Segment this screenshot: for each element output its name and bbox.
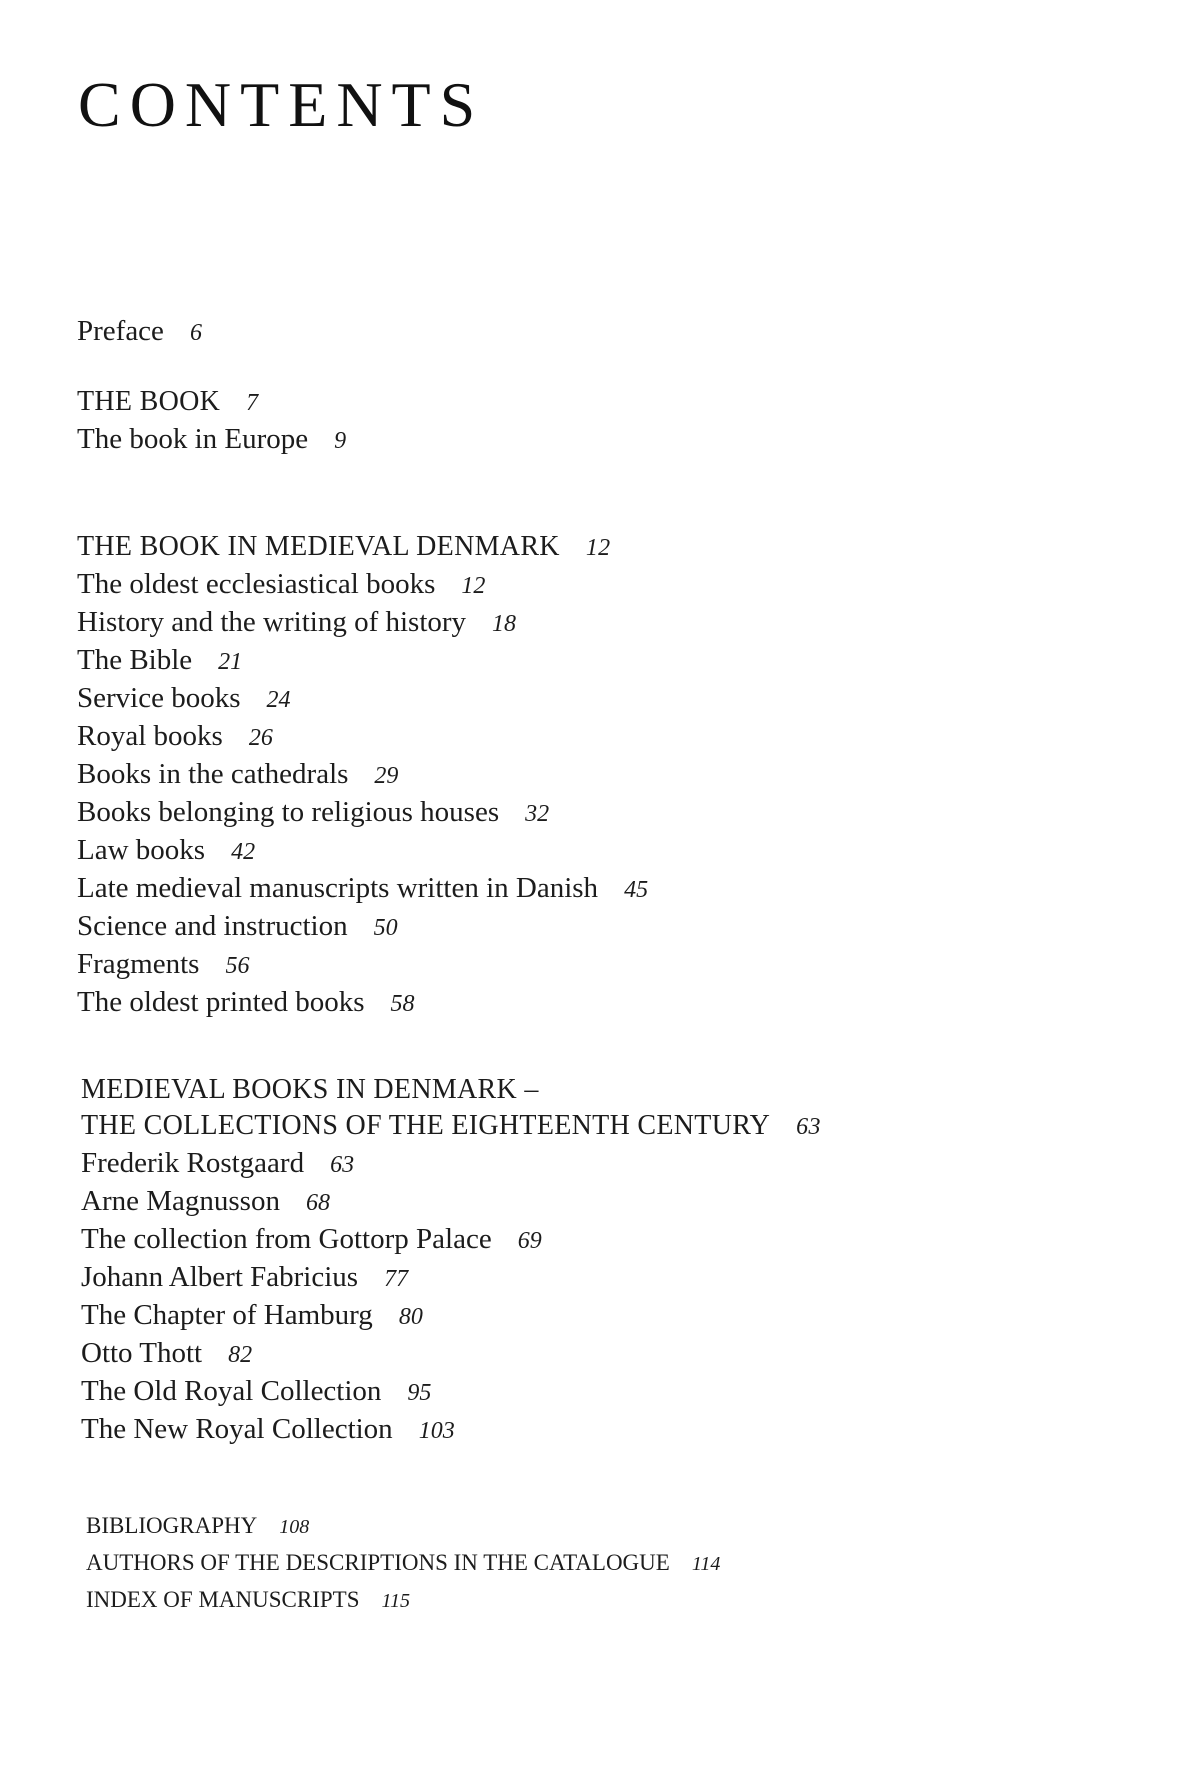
preface-section <box>77 313 202 351</box>
entry-label: Royal books <box>77 720 223 752</box>
medieval-denmark-section <box>77 529 648 1022</box>
entry-label: Preface <box>77 315 164 347</box>
entry-label: THE BOOK IN MEDIEVAL DENMARK <box>77 531 560 562</box>
toc-entry <box>86 1582 720 1619</box>
entry-page: 24 <box>266 687 291 713</box>
entry-page: 18 <box>492 611 517 637</box>
section-heading-line1: MEDIEVAL BOOKS IN DENMARK – <box>81 1074 539 1105</box>
entry-label: The oldest printed books <box>77 986 365 1018</box>
entry-label: Otto Thott <box>81 1337 203 1369</box>
toc-entry <box>77 421 346 459</box>
entry-label: Books belonging to religious houses <box>77 796 500 828</box>
toc-entry <box>77 832 648 870</box>
collections-section <box>81 1072 821 1449</box>
section-heading <box>77 529 648 566</box>
toc-entry <box>81 1259 821 1297</box>
back-matter-section <box>86 1508 720 1619</box>
entry-label: INDEX OF MANUSCRIPTS <box>86 1587 360 1612</box>
entry-label: The New Royal Collection <box>81 1413 393 1445</box>
entry-label: The collection from Gottorp Palace <box>81 1223 492 1255</box>
entry-page: 7 <box>246 390 259 416</box>
entry-page: 58 <box>390 991 415 1017</box>
toc-entry <box>81 1145 821 1183</box>
entry-label: Science and instruction <box>77 910 348 942</box>
toc-entry <box>81 1411 821 1449</box>
entry-label: BIBLIOGRAPHY <box>86 1513 258 1538</box>
entry-page: 69 <box>517 1228 542 1254</box>
entry-page: 115 <box>381 1590 410 1612</box>
toc-entry <box>77 604 648 642</box>
toc-entry <box>77 870 648 908</box>
toc-entry <box>81 1221 821 1259</box>
page-title: CONTENTS <box>78 69 485 140</box>
section-heading-line2 <box>81 1108 821 1145</box>
entry-page: 114 <box>691 1553 721 1575</box>
entry-label: Frederik Rostgaard <box>81 1147 305 1179</box>
entry-page: 103 <box>418 1418 455 1444</box>
entry-page: 80 <box>398 1304 423 1330</box>
entry-page: 63 <box>330 1152 355 1178</box>
entry-page: 95 <box>407 1380 432 1406</box>
entry-page: 108 <box>279 1516 310 1538</box>
toc-entry <box>77 642 648 680</box>
toc-entry <box>81 1297 821 1335</box>
toc-entry <box>77 984 648 1022</box>
entry-page: 12 <box>585 535 611 561</box>
toc-entry <box>81 1183 821 1221</box>
section-heading <box>77 384 346 421</box>
entry-label: History and the writing of history <box>77 606 467 638</box>
entry-label: Service books <box>77 682 241 714</box>
entry-label: Law books <box>77 834 206 866</box>
entry-page: 63 <box>796 1114 821 1140</box>
toc-entry <box>81 1335 821 1373</box>
the-book-section <box>77 384 346 459</box>
entry-page: 45 <box>624 877 649 903</box>
entry-page: 9 <box>334 428 347 454</box>
entry-label: Books in the cathedrals <box>77 758 349 790</box>
entry-label: THE BOOK <box>77 386 221 417</box>
toc-entry <box>77 946 648 984</box>
entry-label: THE COLLECTIONS OF THE EIGHTEENTH CENTURY <box>81 1110 771 1141</box>
entry-page: 56 <box>225 953 250 979</box>
toc-entry <box>77 680 648 718</box>
entry-page: 6 <box>189 320 202 346</box>
toc-entry <box>77 313 202 351</box>
entry-page: 12 <box>461 573 486 599</box>
entry-label: The Chapter of Hamburg <box>81 1299 373 1331</box>
entry-label: Late medieval manuscripts written in Danish <box>77 872 599 904</box>
entry-label: Fragments <box>77 948 200 980</box>
toc-entry <box>86 1508 720 1545</box>
entry-page: 26 <box>248 725 273 751</box>
entry-label: AUTHORS OF THE DESCRIPTIONS IN THE CATALOGUE <box>86 1550 670 1575</box>
toc-entry <box>77 566 648 604</box>
entry-page: 21 <box>218 649 243 675</box>
entry-page: 29 <box>374 763 399 789</box>
entry-label: Johann Albert Fabricius <box>81 1261 359 1293</box>
entry-page: 32 <box>525 801 550 827</box>
entry-label: The oldest ecclesiastical books <box>77 568 436 600</box>
entry-page: 50 <box>373 915 398 941</box>
toc-entry <box>77 756 648 794</box>
toc-entry <box>77 794 648 832</box>
entry-label: The Old Royal Collection <box>81 1375 382 1407</box>
entry-page: 82 <box>228 1342 253 1368</box>
toc-entry <box>81 1373 821 1411</box>
entry-page: 77 <box>384 1266 409 1292</box>
entry-label: The book in Europe <box>77 423 309 455</box>
entry-label: The Bible <box>77 644 193 676</box>
entry-page: 42 <box>231 839 256 865</box>
toc-entry <box>77 718 648 756</box>
toc-entry <box>77 908 648 946</box>
entry-page: 68 <box>305 1190 330 1216</box>
toc-entry <box>86 1545 720 1582</box>
entry-label: Arne Magnusson <box>81 1185 280 1217</box>
